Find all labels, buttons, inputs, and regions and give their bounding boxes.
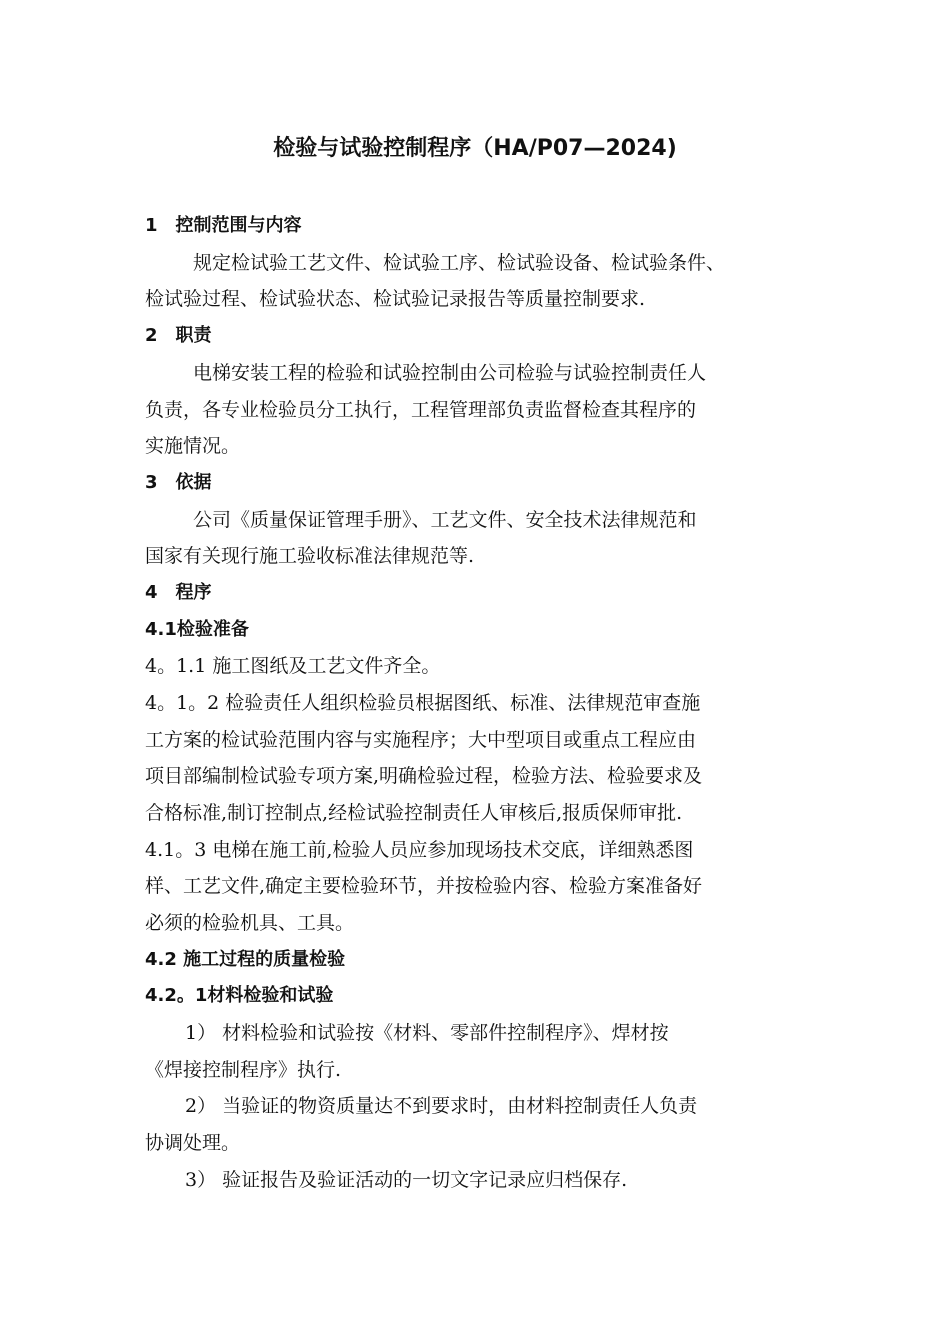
subsection-heading-material-testing: 4.2。1材料检验和试验 — [145, 985, 334, 1006]
list-item: 1） 材料检验和试验按《材料、零部件控制程序》、焊材按 — [185, 1022, 669, 1044]
paragraph-line: 样、工艺文件,确定主要检验环节，并按检验内容、检验方案准备好 — [145, 875, 703, 897]
section-heading-basis: 3 依据 — [145, 472, 212, 493]
paragraph-line: 电梯安装工程的检验和试验控制由公司检验与试验控制责任人 — [193, 362, 707, 384]
paragraph-line: 4。1.1 施工图纸及工艺文件齐全。 — [145, 655, 441, 677]
list-item: 3） 验证报告及验证活动的一切文字记录应归档保存. — [185, 1169, 628, 1191]
section-heading-procedure: 4 程序 — [145, 582, 212, 603]
paragraph-line: 协调处理。 — [145, 1132, 241, 1154]
paragraph-line: 实施情况。 — [145, 435, 241, 457]
paragraph-line: 项目部编制检试验专项方案,明确检验过程，检验方法、检验要求及 — [145, 765, 703, 787]
list-item: 2） 当验证的物资质量达不到要求时，由材料控制责任人负责 — [185, 1095, 698, 1117]
paragraph-line: 《焊接控制程序》执行. — [145, 1059, 342, 1081]
paragraph-line: 4.1。3 电梯在施工前,检验人员应参加现场技术交底，详细熟悉图 — [145, 839, 694, 861]
paragraph-line: 工方案的检试验范围内容与实施程序；大中型项目或重点工程应由 — [145, 729, 697, 751]
section-heading-scope: 1 控制范围与内容 — [145, 215, 302, 236]
section-heading-responsibility: 2 职责 — [145, 325, 212, 346]
page-title: 检验与试验控制程序（HA/P07—2024) — [273, 136, 677, 161]
paragraph-line: 国家有关现行施工验收标准法律规范等. — [145, 545, 475, 567]
paragraph-line: 合格标准,制订控制点,经检试验控制责任人审核后,报质保师审批. — [145, 802, 683, 824]
paragraph-line: 4。1。2 检验责任人组织检验员根据图纸、标准、法律规范审查施 — [145, 692, 701, 714]
paragraph-line: 公司《质量保证管理手册》、工艺文件、安全技术法律规范和 — [193, 509, 697, 531]
subsection-heading-process-inspection: 4.2 施工过程的质量检验 — [145, 949, 346, 970]
paragraph-line: 必须的检验机具、工具。 — [145, 912, 355, 934]
subsection-heading-preparation: 4.1检验准备 — [145, 619, 249, 640]
paragraph-line: 规定检试验工艺文件、检试验工序、检试验设备、检试验条件、 — [193, 252, 726, 274]
paragraph-line: 负责，各专业检验员分工执行，工程管理部负责监督检查其程序的 — [145, 399, 697, 421]
paragraph-line: 检试验过程、检试验状态、检试验记录报告等质量控制要求. — [145, 288, 646, 310]
